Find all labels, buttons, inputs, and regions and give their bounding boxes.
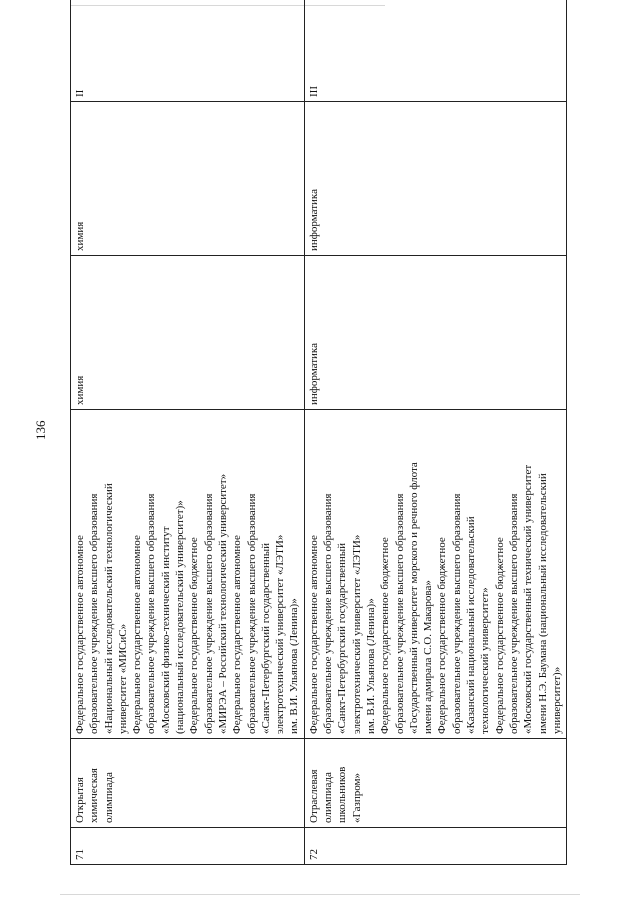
organizer-line: «МИРЭА – Российский технологический университет» [216, 473, 229, 734]
table-row [304, 0, 566, 865]
organizer-line: Федеральное государственное бюджетное [379, 537, 392, 734]
organizer-line: образовательное учреждение высшего образования [322, 493, 335, 734]
organizer-line: образовательное учреждение высшего образования [145, 493, 158, 734]
organizer-line: Федеральное государственное бюджетное [436, 537, 449, 734]
olympiad-name-line: химическая [88, 768, 101, 823]
organizer-line: (национальный исследовательский университет)» [174, 500, 187, 734]
organizer-line: Федеральное государственное автономное [307, 535, 320, 734]
organizer-line: им. В.И. Ульянова (Ленина)» [364, 598, 377, 734]
organizer-line: образовательное учреждение высшего образования [507, 493, 520, 734]
organizer-line: Федеральное государственное бюджетное [188, 537, 201, 734]
organizer-line: «Санкт-Петербургский государственный [259, 542, 272, 734]
organizer-line: «Национальный исследовательский технологический [102, 483, 115, 734]
organizer-line: технологический университет» [479, 587, 492, 734]
organizer-line: «Казанский национальный исследовательский [465, 516, 478, 734]
profile-cell: химия [71, 102, 305, 256]
olympiad-table [70, 0, 567, 865]
olympiad-name-cell [71, 739, 305, 828]
organizers-cell [71, 410, 305, 739]
organizer-line: Федеральное государственное автономное [231, 535, 244, 734]
table-row [71, 0, 305, 865]
row-number-cell: 72 [304, 828, 566, 865]
organizer-line: им. В.И. Ульянова (Ленина)» [288, 598, 301, 734]
organizer-line: образовательное учреждение высшего образования [393, 493, 406, 734]
organizer-line: «Московский физико-технический институт [159, 526, 172, 734]
olympiad-name-line: олимпиада [102, 772, 115, 823]
olympiad-name-line: «Газпром» [350, 773, 363, 823]
organizer-line: университет)» [550, 666, 563, 734]
organizer-line: «Санкт-Петербургский государственный [336, 542, 349, 734]
organizers-cell [304, 410, 566, 739]
organizer-line: Федеральное государственное бюджетное [493, 537, 506, 734]
organizer-line: электротехнический университет «ЛЭТИ» [350, 534, 363, 734]
rotated-table-container [70, 35, 563, 865]
organizer-line: имени адмирала С.О. Макарова» [422, 580, 435, 734]
organizer-line: «Государственный университет морского и речного флота [407, 462, 420, 734]
organizer-line: образовательное учреждение высшего образования [88, 493, 101, 734]
olympiad-name-cell [304, 739, 566, 828]
olympiad-name-line: Отраслевая [307, 769, 320, 823]
organizer-line: «Московский государственный технический университет [522, 464, 535, 734]
organizer-line: Федеральное государственное автономное [74, 535, 86, 734]
subject-cell: информатика [304, 256, 566, 410]
level-cell: III [304, 0, 566, 102]
organizer-line: образовательное учреждение высшего образования [245, 493, 258, 734]
olympiad-name-line: олимпиада [322, 772, 335, 823]
organizer-line: университет «МИСиС» [116, 623, 129, 734]
profile-cell: информатика [304, 102, 566, 256]
olympiad-name-line: школьников [336, 766, 349, 823]
organizer-line: Федеральное государственное автономное [131, 535, 144, 734]
organizer-line: имени Н.Э. Баумана (национальный исследовательский [536, 473, 549, 734]
page-number: 136 [33, 420, 48, 440]
level-cell: II [71, 0, 305, 102]
olympiad-name-line: Открытая [74, 777, 86, 823]
organizer-line: образовательное учреждение высшего образования [450, 493, 463, 734]
organizer-line: электротехнический университет «ЛЭТИ» [274, 534, 287, 734]
subject-cell: химия [71, 256, 305, 410]
page-edge-bottom [60, 894, 580, 895]
row-number-cell: 71 [71, 828, 305, 865]
organizer-line: образовательное учреждение высшего образования [202, 493, 215, 734]
